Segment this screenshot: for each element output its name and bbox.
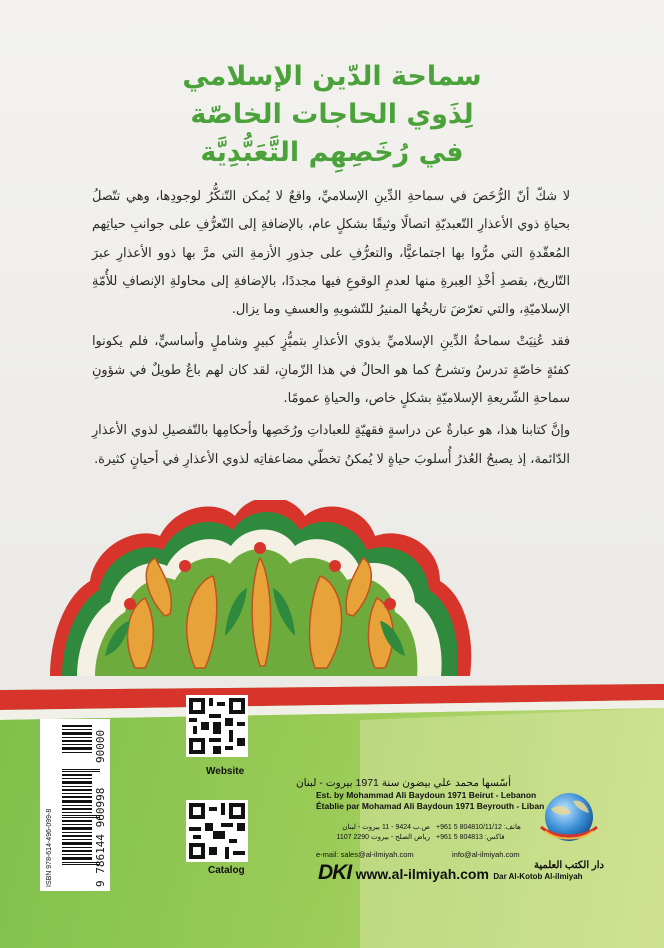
title-line-1: سماحة الدّين الإسلامي (182, 61, 482, 92)
publisher-tel: هاتف: 804810/11/12 5 961+ (436, 824, 521, 831)
book-title (0, 58, 664, 172)
blurb-paragraph-2: فقد عُنِيَتْ سماحةُ الدِّينِ الإسلاميِّ بذوي الأعذارِ بتميُّزٍ كبيرٍ وشاملٍ وأساسيٍّ، فلم يكونوا كفئةٍ خاصّةٍ تدرسُ وتشرحُ كما هو الحالُ في هذا الزّمانِ، لقد كان لهم باعٌ طويلٌ في شؤونِ سماحةِ الشّريعةِ الإسلاميّةِ بشكلٍ خاص، والحياةِ عمومًا. (92, 334, 570, 407)
publisher-po-box: ص.ب 9424 - 11 بيروت - لبنان (342, 824, 430, 831)
blurb (92, 183, 570, 478)
website-qr-code (186, 695, 248, 757)
catalog-qr-label: Catalog (208, 865, 245, 876)
blurb-paragraph-3: وإنَّ كتابنا هذا، هو عبارةٌ عن دراسةٍ فقهيّةٍ للعباداتِ ورُخَصِها وأحكامِها بالتّفصيلِ لذوي الأعذارِ الدّائمة، إذ يصبحُ العُذرُ أُسلوبَ حياةٍ لا يُمكنُ تخطّي مضاعفاتِه لذوي الأعذارِ في أحيانٍ كثيرة. (92, 423, 570, 467)
publisher-globe-logo (537, 787, 601, 865)
catalog-qr-code (186, 800, 248, 862)
barcode-labels (40, 719, 110, 891)
title-line-2: لِذَوي الحاجات الخاصّة (190, 99, 474, 130)
publisher-riad: رياض الصلح - بيروت 2290 1107 (336, 834, 430, 841)
publisher-email-info: info@al-ilmiyah.com (452, 850, 520, 859)
publisher-established-en: Est. by Mohammad Ali Baydoun 1971 Beirut - Lebanon (316, 790, 537, 800)
publisher-name-ar: دار الكتب العلمية (534, 860, 604, 871)
title-line-3: في رُخَصِهِم التَّعَبُّدِيَّة (200, 137, 464, 168)
barcode-addon: 90000 (94, 729, 107, 763)
publisher-email-sales: e-mail: sales@al-ilmiyah.com (316, 850, 414, 859)
isbn-text: ISBN 978-614-496-099-8 (46, 808, 53, 887)
dki-logo-text: DKI (318, 861, 352, 884)
publisher-established-fr: Établie par Mohamad Ali Baydoun 1971 Beyrouth - Liban (316, 801, 545, 811)
publisher-fax: فاكس: 804813 5 961+ (436, 834, 505, 841)
publisher-established-ar: أسّسها محمد علي بيضون سنة 1971 بيروت - لبنان (295, 777, 511, 789)
blurb-paragraph-1: لا شكّ أنّ الرُّخَصَ في سماحةِ الدِّينِ الإسلاميِّ، واقعٌ لا يُمكن التّنكُّرُ لوجودِها، وهي تتّصلُ بحياةِ ذوي الأعذارِ التّعبديّةِ اتصالًا وثيقًا بشكلٍ عام، بالإضافةِ إلى التّعرُّفِ على جوانبِ حياتِهم المُعقّدةِ التي مرُّوا بها اجتماعيًّا، والتعرُّفِ على جذورِ الأزمةِ التي مرَّ بها ذوو الأعذارِ عبرَ التّاريخ، بقصدِ أخْذِ العِبرةِ منها لعدمِ الوقوعِ فيها مجددًا، بالإضافةِ إلى محاولةِ الإنصافِ للأُمّةِ الإسلاميّةِ، والتي تعرّضَ تاريخُها المنيرُ للتّشويهِ والعسفِ وما يزال. (92, 189, 570, 318)
website-qr-label: Website (206, 766, 245, 777)
islamic-ornament (0, 500, 664, 710)
barcode-number: 9 786144 960998 (94, 787, 107, 887)
publisher-website: www.al-ilmiyah.com (355, 866, 489, 882)
publisher-name-en: Dar Al-Kotob Al-ilmiyah (493, 872, 583, 881)
